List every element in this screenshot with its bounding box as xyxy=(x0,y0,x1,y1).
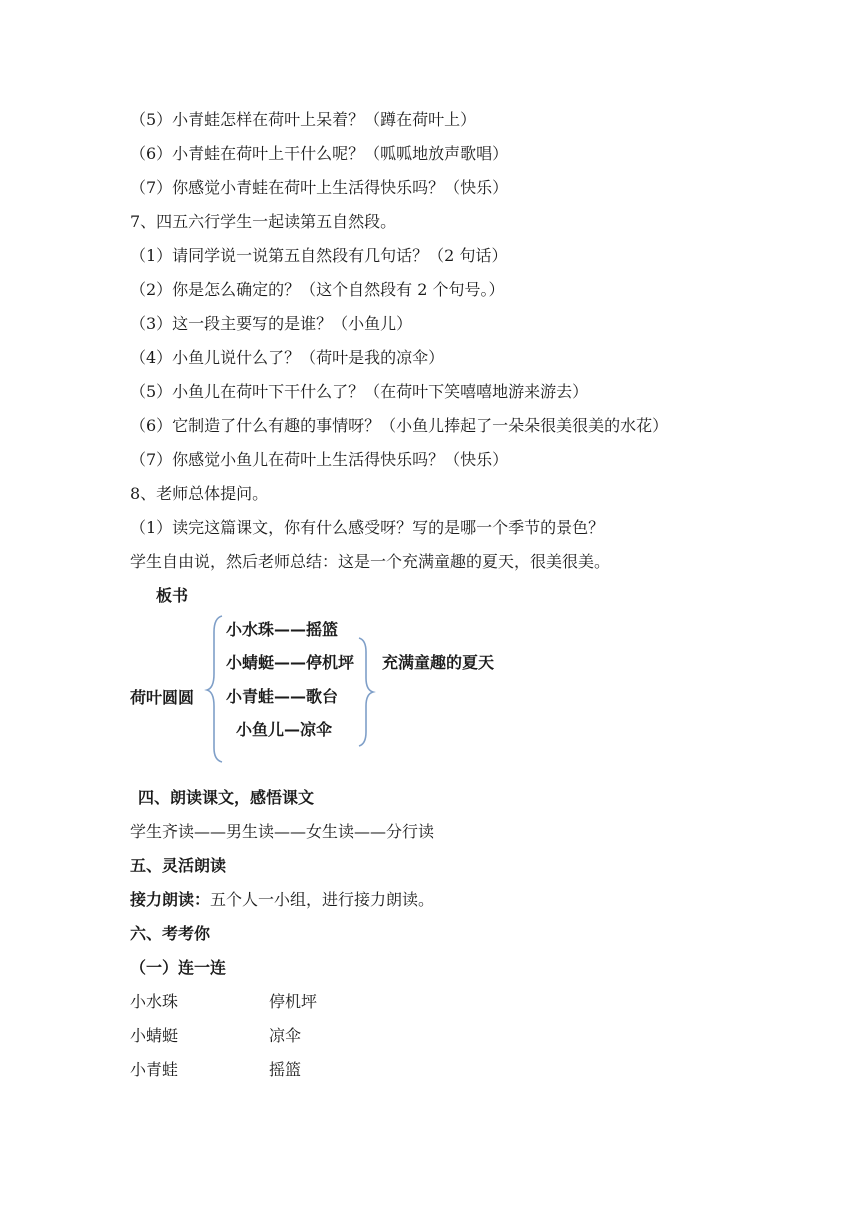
question-line: （1）请同学说一说第五自然段有几句话？（2 句话） xyxy=(130,246,508,265)
match-right: 停机坪 xyxy=(269,992,318,1011)
match-right: 凉伞 xyxy=(269,1026,302,1045)
step-line: 8、老师总体提问。 xyxy=(130,484,269,503)
step-line: 7、四五六行学生一起读第五自然段。 xyxy=(130,212,397,231)
question-line: （7）你感觉小青蛙在荷叶上生活得快乐吗？（快乐） xyxy=(130,178,509,197)
section-text: 学生齐读——男生读——女生读——分行读 xyxy=(130,822,435,841)
match-right: 摇篮 xyxy=(269,1060,302,1079)
subsection-heading: （一）连一连 xyxy=(130,958,227,977)
question-line: （6）它制造了什么有趣的事情呀？（小鱼儿捧起了一朵朵很美很美的水花） xyxy=(130,416,669,435)
board-item: 小鱼儿—凉伞 xyxy=(236,720,333,739)
left-brace-icon xyxy=(206,614,226,764)
section-heading: 六、考考你 xyxy=(130,924,211,943)
relay-label: 接力朗读： xyxy=(130,890,211,909)
match-row xyxy=(130,1060,302,1080)
question-line: （7）你感觉小鱼儿在荷叶上生活得快乐吗？（快乐） xyxy=(130,450,509,469)
match-row xyxy=(130,1026,302,1046)
match-left: 小青蛙 xyxy=(130,1060,179,1079)
question-line: （2）你是怎么确定的？（这个自然段有 2 个句号。） xyxy=(130,280,505,299)
question-line: （5）小鱼儿在荷叶下干什么了？（在荷叶下笑嘻嘻地游来游去） xyxy=(130,382,589,401)
board-item: 小水珠——摇篮 xyxy=(226,620,339,639)
board-heading: 板书 xyxy=(156,586,189,605)
question-line: （1）读完这篇课文，你有什么感受呀？写的是哪一个季节的景色？ xyxy=(130,518,605,537)
summary-line: 学生自由说，然后老师总结：这是一个充满童趣的夏天，很美很美。 xyxy=(130,552,611,571)
match-left: 小水珠 xyxy=(130,992,179,1011)
question-line: （5）小青蛙怎样在荷叶上呆着？（蹲在荷叶上） xyxy=(130,110,477,129)
relay-line xyxy=(130,890,434,910)
board-left-label: 荷叶圆圆 xyxy=(130,688,195,707)
question-line: （3）这一段主要写的是谁？（小鱼儿） xyxy=(130,314,413,333)
match-left: 小蜻蜓 xyxy=(130,1026,179,1045)
relay-text: 五个人一小组，进行接力朗读。 xyxy=(210,890,435,909)
question-line: （6）小青蛙在荷叶上干什么呢？（呱呱地放声歌唱） xyxy=(130,144,509,163)
section-heading: 四、朗读课文，感悟课文 xyxy=(138,788,315,807)
question-line: （4）小鱼儿说什么了？（荷叶是我的凉伞） xyxy=(130,348,445,367)
right-brace-icon xyxy=(356,636,376,748)
board-right-label: 充满童趣的夏天 xyxy=(382,653,495,672)
section-heading: 五、灵活朗读 xyxy=(130,856,227,875)
board-item: 小蜻蜓——停机坪 xyxy=(226,653,355,672)
match-row xyxy=(130,992,318,1012)
board-item: 小青蛙——歌台 xyxy=(226,687,339,706)
